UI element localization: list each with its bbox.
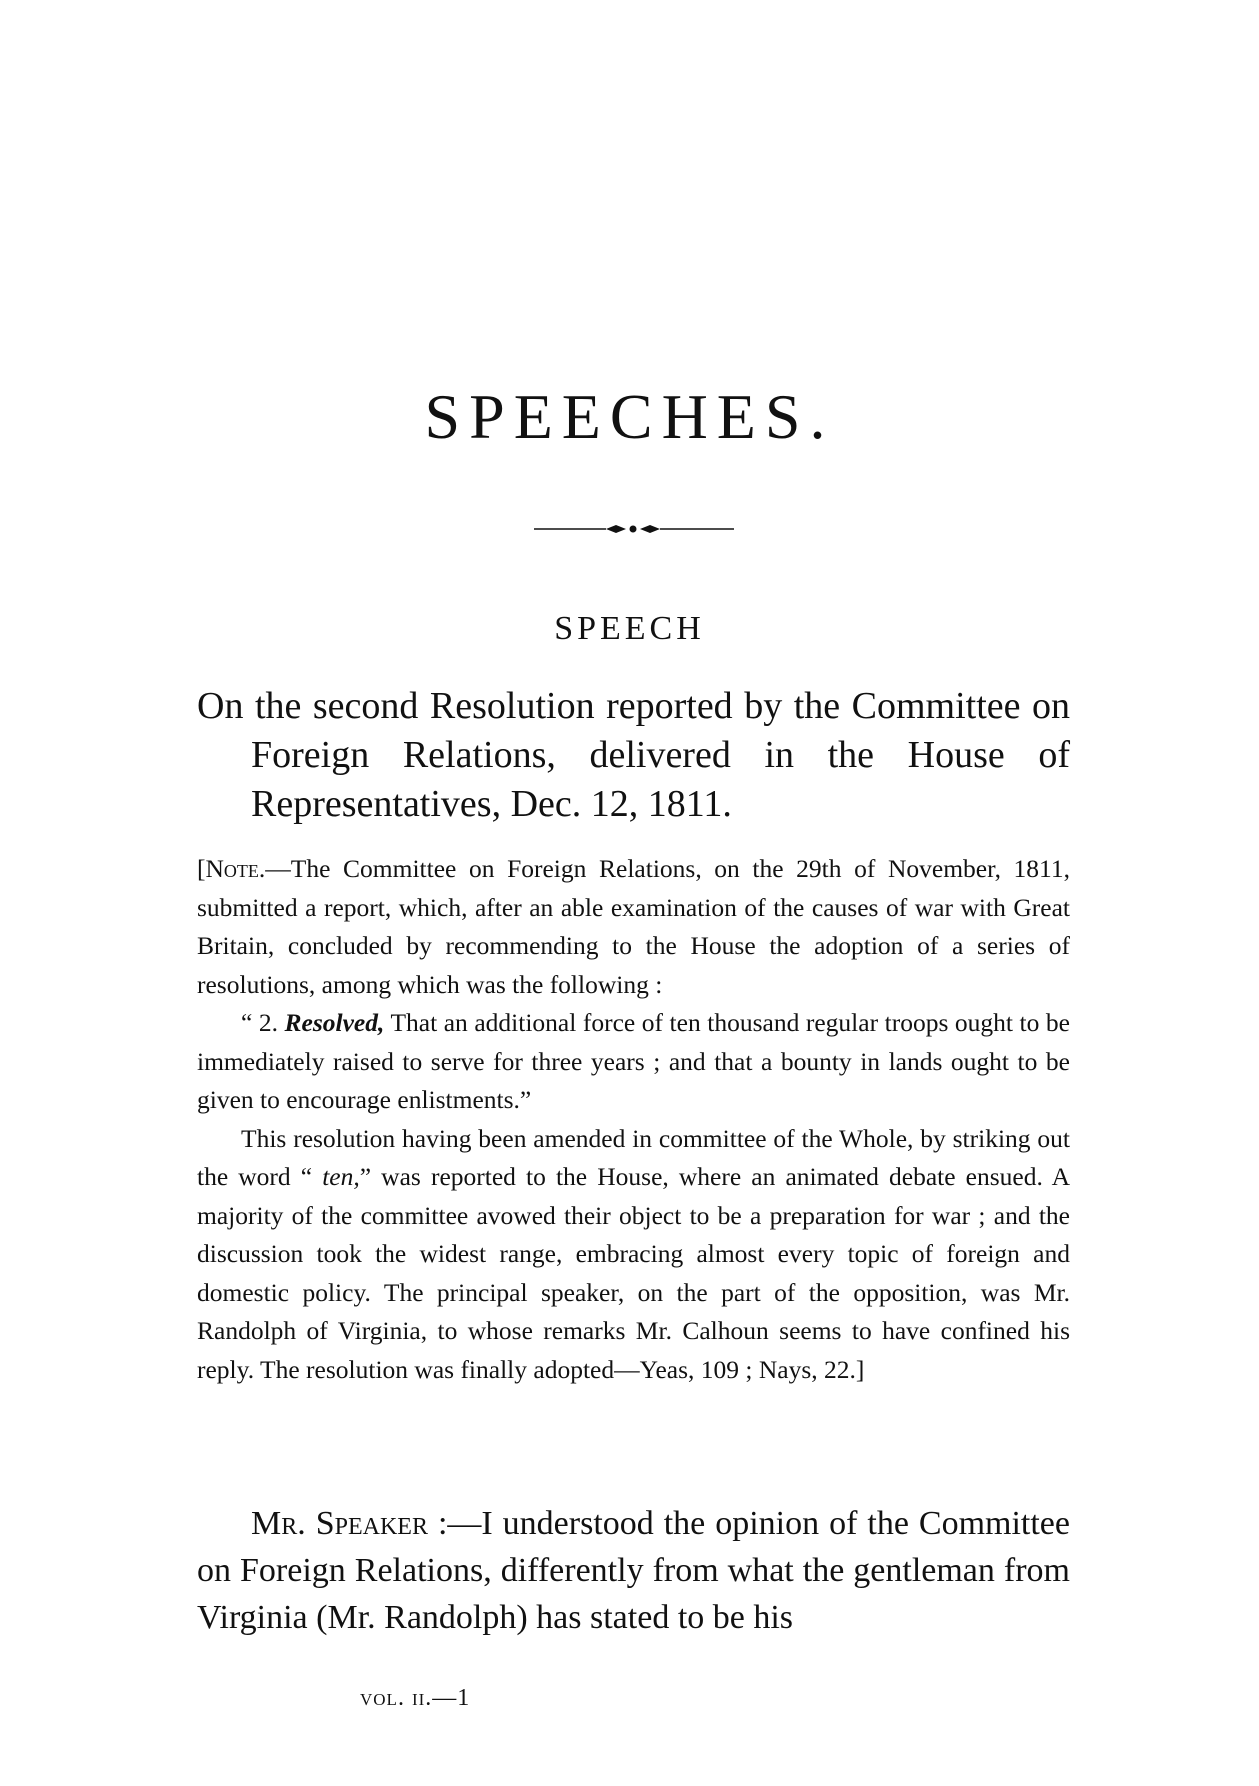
note-p2-lead: “ 2. xyxy=(241,1008,285,1037)
note-p3-text-b: ” was reported to the House, where an animated debate ensued. A majority of the committee avowed their object to be a preparation for war ; and the discussion took the widest range, embracing almost every topic of foreign and domestic policy. The principal speaker, on the part of the opposition, was Mr. Randolph of Virginia, to whose remarks Mr. Calhoun seems to have confined his reply. The resolution was finally adopted—Yeas, 109 ; Nays, 22.] xyxy=(197,1162,1070,1384)
note-p3-ten: ten, xyxy=(322,1162,360,1191)
signature-number: ii.—1 xyxy=(404,1685,471,1711)
speech-heading: SPEECH xyxy=(554,610,705,647)
speech-body xyxy=(197,1500,1070,1641)
signature-vol: vol. xyxy=(360,1685,405,1711)
note-p1-text: —The Committee on Foreign Relations, on the 29th of November, 1811, submitted a report, which, after an able examination of the causes of war with Great Britain, concluded by recommending to the House the adoption of a series of resolutions, among which was the following : xyxy=(197,854,1070,999)
note-p2-text: That an additional force of ten thousand regular troops ought to be immediately raised to serve for three years ; and that a bounty in lands ought to be given to encourage enlistments.” xyxy=(197,1008,1070,1114)
note-paragraph-2 xyxy=(197,1004,1070,1120)
volume-signature xyxy=(360,1685,470,1712)
note-paragraph-3 xyxy=(197,1120,1070,1390)
speaker-label: Mr. Speaker xyxy=(251,1505,428,1542)
speech-text: :—I understood the opinion of the Committee on Foreign Relations, differently from what the gentleman from Virginia (Mr. Randolph) has stated to be his xyxy=(197,1505,1070,1636)
ornament-divider-icon xyxy=(534,519,734,539)
note-bracket: [ xyxy=(197,854,206,883)
note-p3-text-a: This resolution having been amended in committee of the Whole, by striking out the word “ xyxy=(197,1123,1070,1191)
note-paragraph-1 xyxy=(197,850,1070,1004)
note-resolved: Resolved, xyxy=(284,1008,385,1037)
editorial-note xyxy=(197,850,1070,1389)
page-title: SPEECHES. xyxy=(424,381,835,452)
note-label: Note. xyxy=(205,854,266,883)
speech-subtitle: On the second Resolution reported by the Committee on Foreign Relations, delivered in the House of Representatives, Dec. 12, 1811. xyxy=(197,685,1070,825)
